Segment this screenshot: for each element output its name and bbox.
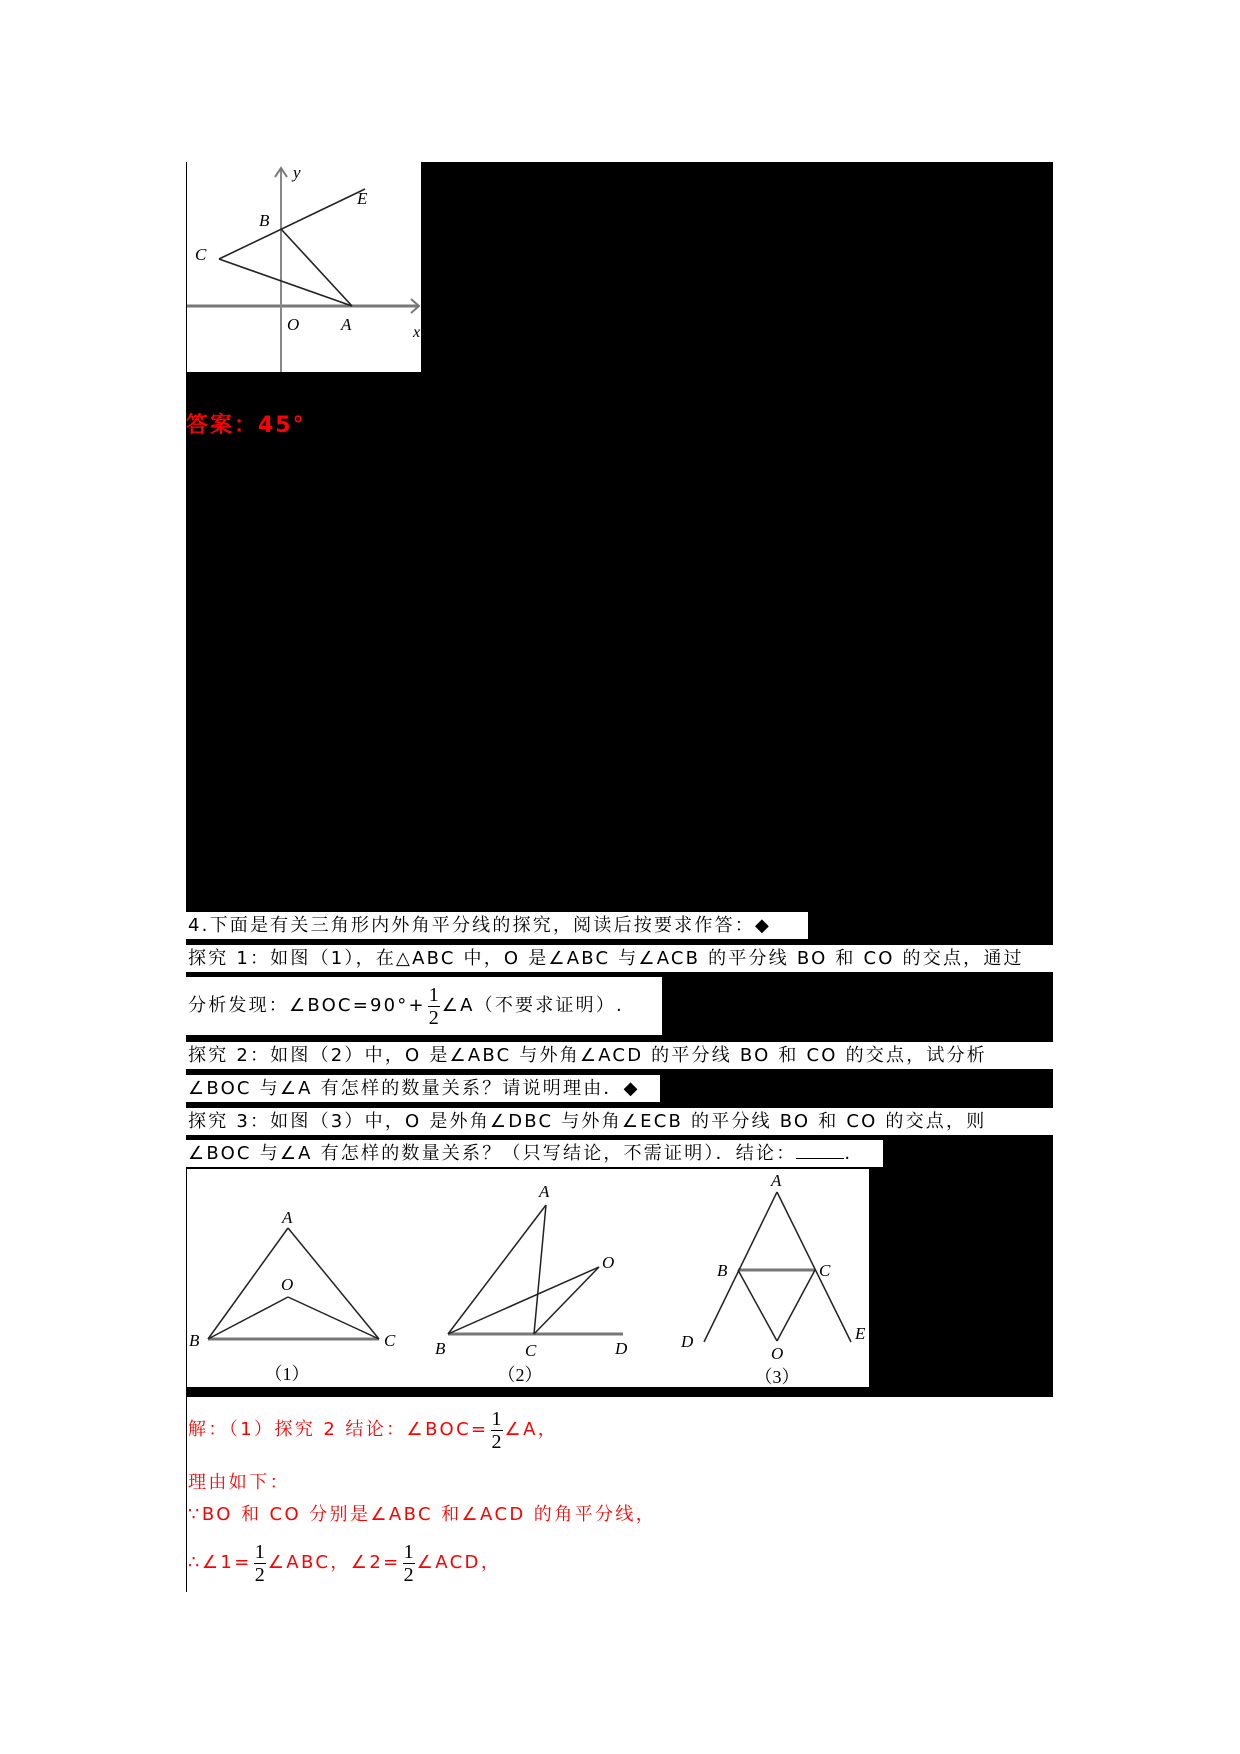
explore2-line2 <box>186 1075 660 1102</box>
explore3-line2 <box>186 1140 883 1167</box>
coordinate-diagram <box>187 162 421 372</box>
period: . <box>844 1143 853 1164</box>
fraction-one-half: $\frac{1}{2}$ <box>254 1540 265 1586</box>
explore1-formula-suffix: ∠A（不要求证明）. <box>441 995 624 1016</box>
label-E: E <box>357 189 368 208</box>
svg-text:E: E <box>855 1324 866 1343</box>
triangle-figures <box>187 1169 869 1387</box>
answer-blank[interactable] <box>796 1140 844 1159</box>
svg-text:O: O <box>602 1253 615 1272</box>
answer-45-degrees: 答案：45° <box>186 413 306 438</box>
caption-1: （1） <box>264 1364 310 1384</box>
label-x: x <box>413 324 421 341</box>
problem4-title <box>186 912 808 939</box>
label-B: B <box>259 211 270 230</box>
explore1-line1 <box>186 945 1053 972</box>
label-O: O <box>287 315 300 334</box>
svg-text:D: D <box>615 1339 628 1358</box>
explore2-line1 <box>186 1042 1053 1069</box>
svg-text:A: A <box>771 1171 782 1190</box>
explore2-text: 探究 2：如图（2）中，O 是∠ABC 与外角∠ACD 的平分线 BO 和 CO 的交点，试分析 <box>188 1045 987 1066</box>
fraction-one-half: $\frac{1}{2}$ <box>491 1407 502 1453</box>
figure-1 <box>189 1208 396 1384</box>
angle1-eq: ∴∠1= <box>188 1552 252 1573</box>
fraction-one-half: $\frac{1}{2}$ <box>403 1540 414 1586</box>
problem4-title-text: 4.下面是有关三角形内外角平分线的探究，阅读后按要求作答：◆ <box>188 915 772 936</box>
solution-line-4 <box>188 1537 501 1589</box>
explore2-question: ∠BOC 与∠A 有怎样的数量关系？请说明理由．◆ <box>188 1078 640 1099</box>
solution-line-1 <box>188 1404 558 1456</box>
explore3-line1 <box>186 1108 1053 1135</box>
svg-text:B: B <box>717 1261 728 1280</box>
svg-text:A: A <box>282 1208 293 1227</box>
svg-text:B: B <box>435 1339 446 1358</box>
solution-line-2: 理由如下： <box>188 1472 290 1493</box>
svg-text:C: C <box>525 1341 537 1360</box>
solution-line-3: ∵BO 和 CO 分别是∠ABC 和∠ACD 的角平分线， <box>188 1504 657 1525</box>
explore3-text: 探究 3：如图（3）中，O 是外角∠DBC 与外角∠ECB 的平分线 BO 和 CO 的交点，则 <box>188 1111 987 1132</box>
svg-text:C: C <box>384 1331 396 1350</box>
svg-text:B: B <box>189 1331 200 1350</box>
figures-panel <box>187 1169 869 1387</box>
explore3-question: ∠BOC 与∠A 有怎样的数量关系？（只写结论，不需证明）．结论： <box>188 1143 797 1164</box>
figure-3 <box>680 1171 866 1387</box>
label-y: y <box>293 163 301 182</box>
caption-2: （2） <box>497 1365 543 1385</box>
svg-text:C: C <box>819 1261 831 1280</box>
svg-text:O: O <box>281 1275 294 1294</box>
svg-text:D: D <box>681 1332 694 1351</box>
solution-conclusion-prefix: 解：（1）探究 2 结论：∠BOC= <box>188 1419 489 1440</box>
svg-text:A: A <box>539 1182 550 1201</box>
svg-text:O: O <box>771 1344 784 1363</box>
explore1-text: 探究 1：如图（1），在△ABC 中，O 是∠ABC 与∠ACB 的平分线 BO 和 CO 的交点，通过 <box>188 948 1024 969</box>
label-A: A <box>341 315 352 334</box>
angle2-eq: ∠ABC，∠2= <box>267 1552 401 1573</box>
angle-acd: ∠ACD， <box>416 1552 502 1573</box>
solution-conclusion-suffix: ∠A， <box>504 1419 559 1440</box>
caption-3: （3） <box>754 1367 800 1387</box>
fraction-one-half: $\frac{1}{2}$ <box>428 983 439 1029</box>
explore1-formula-prefix: 分析发现：∠BOC=90°+ <box>188 995 426 1016</box>
label-C: C <box>195 245 207 264</box>
explore1-line2 <box>186 977 662 1035</box>
coordinate-figure <box>187 162 421 372</box>
figure-2 <box>435 1182 628 1385</box>
